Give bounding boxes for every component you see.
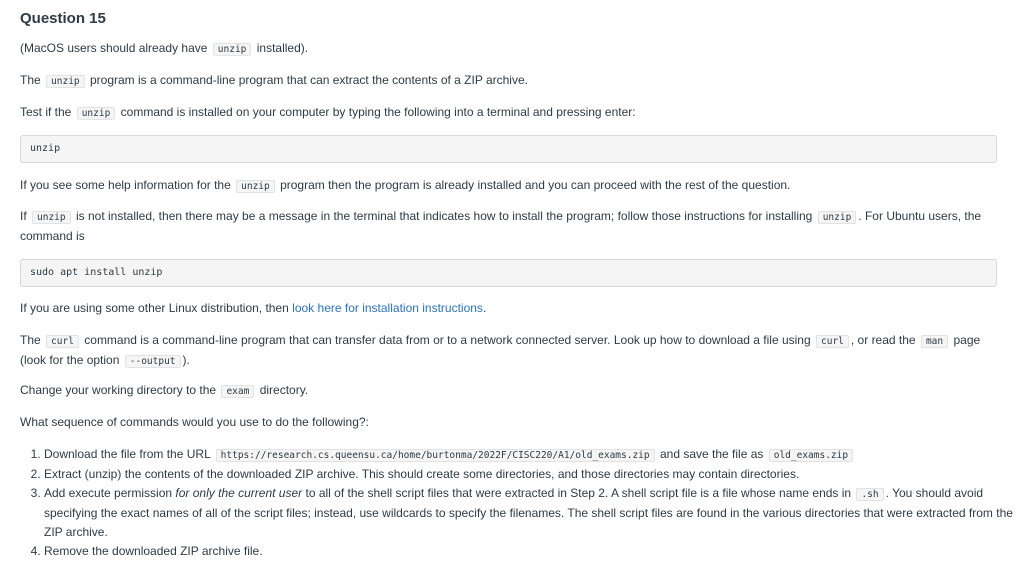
steps-list	[20, 445, 1014, 561]
inline-code: unzip	[46, 75, 85, 88]
inline-code: curl	[46, 335, 79, 348]
paragraph-curl: The curl command is a command-line program that can transfer data from or to a network connected server. Look up how to download a file using curl , or read the man page (look for the option --output ).	[20, 333, 981, 367]
paragraph-test-unzip: Test if the unzip command is installed on your computer by typing the following into a terminal and pressing enter:	[20, 105, 636, 119]
inline-code: man	[921, 335, 948, 348]
paragraph-unzip-intro: The unzip program is a command-line program that can extract the contents of a ZIP archive.	[20, 73, 528, 87]
list-item: 3. Add execute permission for only the current user to all of the shell script files that were extracted in Step 2. A shell script file is a file whose name ends in .sh . You should avoid specifying the exact names of all of the script files; instead, use wildcards to specify the filenames. The shell script files are found in the various directories that were extracted from the ZIP archive.	[44, 484, 1014, 542]
inline-code: .sh	[856, 488, 883, 501]
paragraph-change-directory: Change your working directory to the exam directory.	[20, 383, 309, 397]
inline-code-url: https://research.cs.queensu.ca/home/burtonma/2022F/CISC220/A1/old_exams.zip	[216, 449, 655, 462]
inline-code: unzip	[32, 211, 71, 224]
inline-code: unzip	[77, 107, 116, 120]
question-title: Question 15	[20, 10, 106, 27]
inline-code: unzip	[236, 180, 275, 193]
paragraph-not-installed: If unzip is not installed, then there may be a message in the terminal that indicates how to install the program; follow those instructions for installing unzip . For Ubuntu users, the command is	[20, 209, 982, 243]
code-block-unzip: unzip	[20, 135, 997, 163]
paragraph-macos-note: (MacOS users should already have unzip installed).	[20, 41, 309, 55]
inline-code: exam	[221, 385, 254, 398]
paragraph-question: What sequence of commands would you use to do the following?:	[20, 415, 369, 429]
inline-code: unzip	[213, 43, 252, 56]
code-block-apt-install: sudo apt install unzip	[20, 259, 997, 287]
paragraph-other-linux: If you are using some other Linux distribution, then look here for installation instructions.	[20, 301, 487, 315]
inline-code: curl	[816, 335, 849, 348]
installation-instructions-link[interactable]: look here for installation instructions	[292, 301, 483, 315]
list-item: 2. Extract (unzip) the contents of the downloaded ZIP archive. This should create some directories, and those directories may contain directories.	[44, 465, 1014, 484]
list-item: 1. Download the file from the URL https://research.cs.queensu.ca/home/burtonma/2022F/CISC220/A1/old_exams.zip and save the file as old_exams.zip	[44, 445, 1014, 465]
inline-code: old_exams.zip	[769, 449, 853, 462]
list-item: 4. Remove the downloaded ZIP archive file.	[44, 542, 1014, 561]
inline-code: unzip	[818, 211, 857, 224]
inline-code: --output	[125, 355, 181, 368]
paragraph-help-info: If you see some help information for the unzip program then the program is already installed and you can proceed with the rest of the question.	[20, 178, 791, 192]
